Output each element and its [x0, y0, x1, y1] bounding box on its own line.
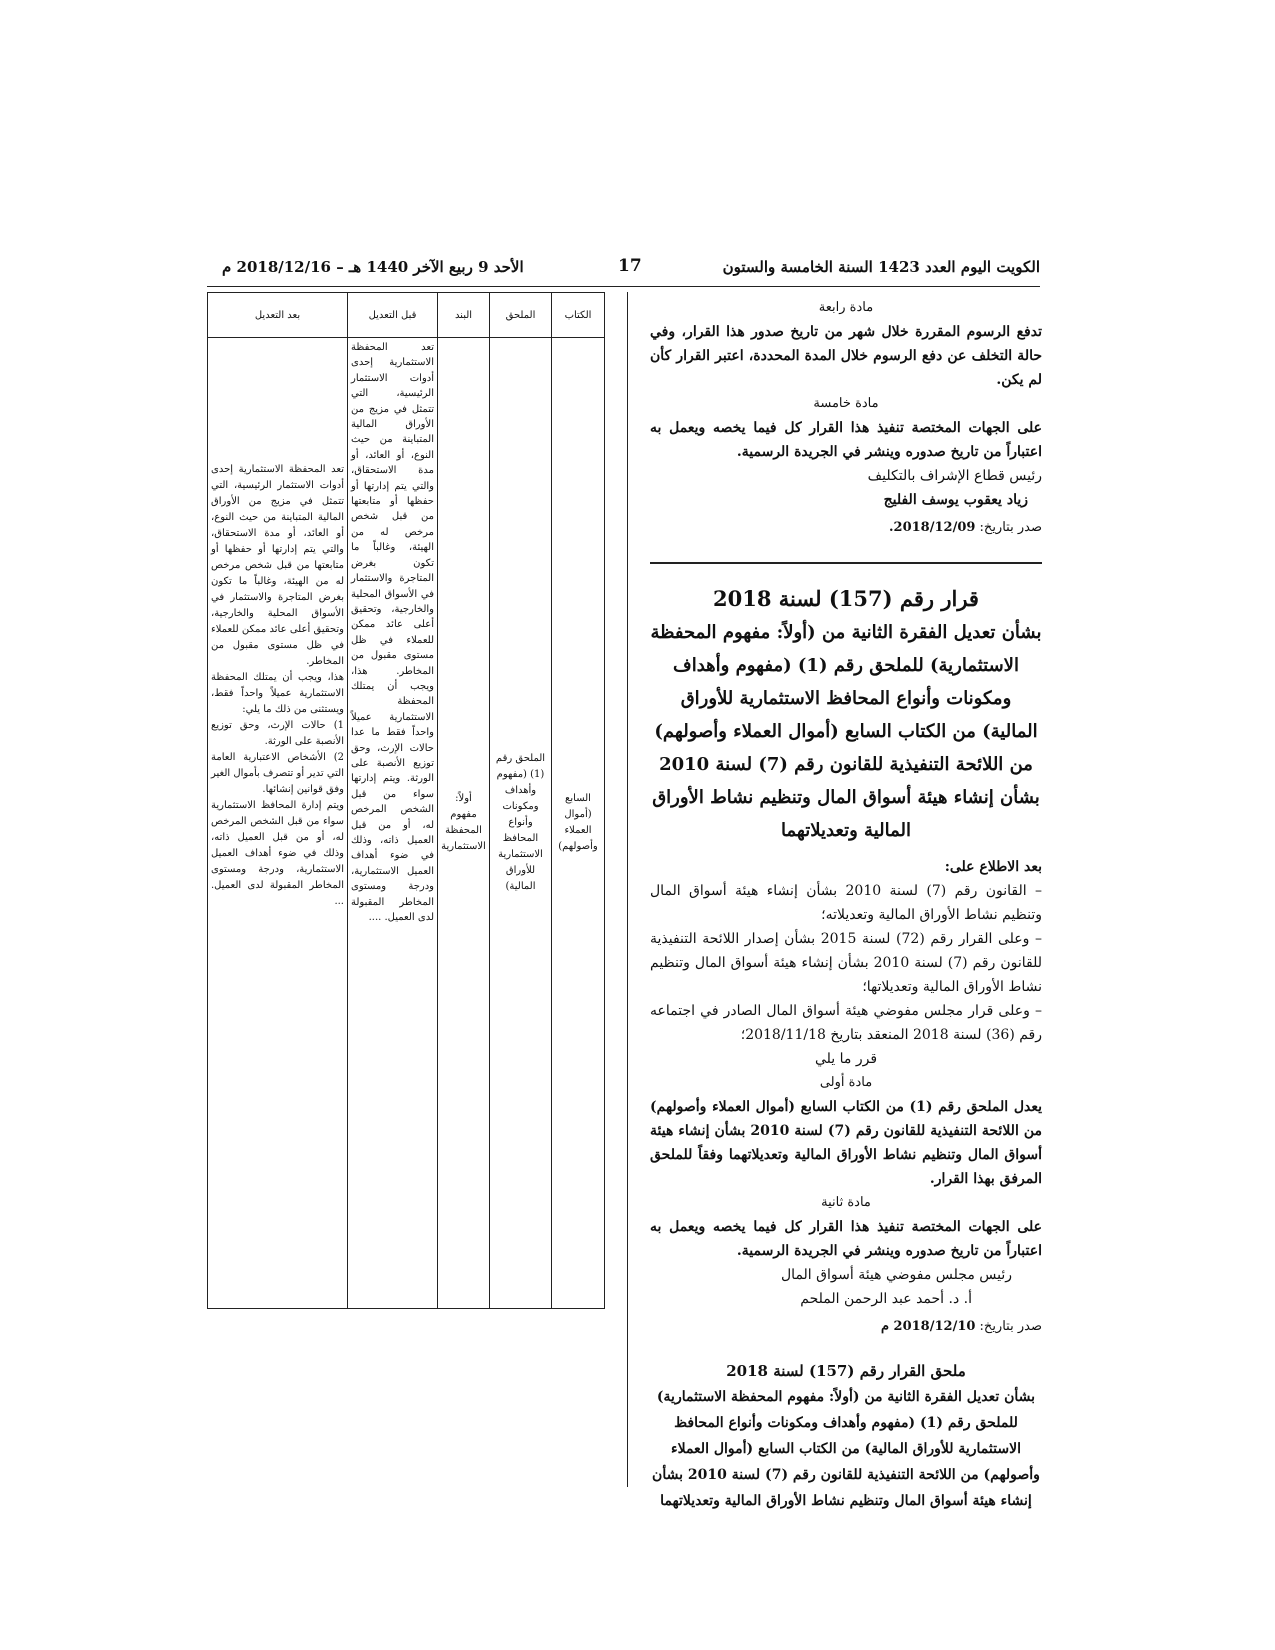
section-divider — [650, 562, 1042, 564]
issue-date-1-label: صدر بتاريخ: — [979, 520, 1042, 535]
publication-title: الكويت اليوم العدد 1423 السنة الخامسة والستون — [722, 258, 1040, 276]
annex-title: ملحق القرار رقم (157) لسنة 2018 — [726, 1362, 966, 1380]
issue-date: الأحد 9 ربيع الآخر 1440 هـ – 2018/12/16 م — [222, 258, 524, 276]
table-row — [208, 338, 605, 1309]
after-paragraph: هذا، ويجب أن يمتلك المحفظة الاستثمارية عميلاً واحداً فقط، ويستثنى من ذلك ما يلي: — [211, 672, 344, 715]
preamble-item: – وعلى قرار مجلس مفوضي هيئة أسواق المال الصادر في اجتماعه رقم (36) لسنة 2018 المنعقد بتاريخ 2018/11/18؛ — [650, 1003, 1042, 1043]
amendment-table — [207, 292, 605, 1309]
decision-subtitle: بشأن تعديل الفقرة الثانية من (أولاً: مفهوم المحفظة الاستثمارية) للملحق رقم (1) (مفهوم وأهداف ومكونات وأنواع المحافظ الاستثمارية للأوراق المالية) من الكتاب السابع (أموال العملاء وأصولهم) من اللائحة التنفيذية للقانون رقم (7) لسنة 2010 بشأن إنشاء هيئة أسواق المال وتنظيم نشاط الأوراق المالية وتعديلاتهما — [650, 622, 1042, 841]
signatory-2-name: أ. د. أحمد عبد الرحمن الملحم — [800, 1291, 972, 1307]
after-paragraph: 1) حالات الإرث، وحق توزيع الأنصبة على الورثة. — [211, 720, 344, 747]
after-paragraph: 2) الأشخاص الاعتبارية العامة التي تدير أو تتصرف بأموال الغير وفق قوانين إنشائها. — [211, 752, 344, 795]
cell-book: السابع (أموال العملاء وأصولهم) — [552, 338, 605, 1309]
issue-date-2 — [650, 1315, 1042, 1339]
article-4-text: تدفع الرسوم المقررة خلال شهر من تاريخ صدور هذا القرار، وفي حالة التخلف عن دفع الرسوم خلال المدة المحددة، اعتبر القرار كأن لم يكن. — [650, 324, 1042, 388]
header-divider — [207, 286, 1040, 287]
preamble-item: – وعلى القرار رقم (72) لسنة 2015 بشأن إصدار اللائحة التنفيذية للقانون رقم (7) لسنة 2010 بشأن إنشاء هيئة أسواق المال وتنظيم نشاط الأوراق المالية وتعديلاتها؛ — [650, 931, 1042, 995]
page-header — [222, 258, 1040, 284]
header-book: الكتاب — [552, 293, 605, 338]
signatory-1-name: زياد يعقوب يوسف الفليج — [883, 492, 1028, 508]
right-column — [650, 296, 1042, 1514]
after-paragraph: ويتم إدارة المحافظ الاستثمارية سواء من قبل الشخص المرخص له، أو من قبل العميل ذاته، وذلك في ضوء أهداف العميل الاستثمارية، ودرجة ومستوى المخاطر المقبولة لدى العميل. ... — [211, 800, 344, 907]
cell-after-amendment — [208, 338, 348, 1309]
resolved-heading: قرر ما يلي — [814, 1051, 878, 1067]
issue-date-1 — [650, 516, 1042, 540]
cell-before-amendment: تعد المحفظة الاستثمارية إحدى أدوات الاستثمار الرئيسية، التي تتمثل في مزيج من الأوراق المالية المتباينة من حيث النوع، أو العائد، أو مدة الاستحقاق، والتي يتم إدارتها أو حفظها أو متابعتها من قبل شخص مرخص له من الهيئة، وغالباً ما تكون بغرض المتاجرة والاستثمار في الأسواق المحلية والخارجية، وتحقيق أعلى عائد ممكن للعملاء في ظل مستوى مقبول من المخاطر. هذا، ويجب أن يمتلك المحفظة الاستثمارية عميلاً واحداً فقط ما عدا حالات الإرث، وحق توزيع الأنصبة على الورثة. ويتم إدارتها سواء من قبل الشخص المرخص له، أو من قبل العميل ذاته، وذلك في ضوء أهداف العميل الاستثمارية، ودرجة ومستوى المخاطر المقبولة لدى العميل. .... — [348, 338, 438, 1309]
header-before: قبل التعديل — [348, 293, 438, 338]
cell-clause: أولاً: مفهوم المحفظة الاستثمارية — [438, 338, 490, 1309]
page-number: 17 — [618, 256, 642, 276]
preamble-intro: بعد الاطلاع على: — [944, 859, 1042, 875]
issue-date-1-value: 2018/12/09. — [889, 520, 976, 535]
article-1-text: يعدل الملحق رقم (1) من الكتاب السابع (أموال العملاء وأصولهم) من اللائحة التنفيذية للقانون رقم (7) لسنة 2010 بشأن إنشاء هيئة أسواق المال وتنظيم نشاط الأوراق المالية وتعديلاتهما وفقاً للملحق المرفق بهذا القرار. — [650, 1099, 1042, 1187]
article-1-title: مادة أولى — [819, 1075, 873, 1090]
header-clause: البند — [438, 293, 490, 338]
issue-date-2-label: صدر بتاريخ: — [979, 1319, 1042, 1334]
article-2-title: مادة ثانية — [821, 1195, 871, 1210]
article-2-text: على الجهات المختصة تنفيذ هذا القرار كل فيما يخصه ويعمل به اعتباراً من تاريخ صدوره وينشر في الجريدة الرسمية. — [650, 1219, 1042, 1259]
article-4-title: مادة رابعة — [818, 300, 874, 315]
after-paragraph: تعد المحفظة الاستثمارية إحدى أدوات الاستثمار الرئيسية، التي تتمثل في مزيج من الأوراق المالية المتباينة من حيث النوع، أو العائد، أو مدة الاستحقاق، والتي يتم إدارتها أو حفظها أو متابعتها من قبل شخص مرخص له من الهيئة، وغالباً ما تكون بغرض المتاجرة والاستثمار في الأسواق المحلية والخارجية، وتحقيق أعلى عائد ممكن للعملاء في ظل مستوى مقبول من المخاطر. — [211, 464, 344, 667]
preamble-item: – القانون رقم (7) لسنة 2010 بشأن إنشاء هيئة أسواق المال وتنظيم نشاط الأوراق المالية وتعديلاته؛ — [650, 883, 1043, 923]
header-after: بعد التعديل — [208, 293, 348, 338]
column-divider — [627, 292, 628, 1487]
annex-subtitle: بشأن تعديل الفقرة الثانية من (أولاً: مفهوم المحفظة الاستثمارية) للملحق رقم (1) (مفهوم وأهداف ومكونات وأنواع المحافظ الاستثمارية للأوراق المالية) من الكتاب السابع (أموال العملاء وأصولهم) من اللائحة التنفيذية للقانون رقم (7) لسنة 2010 بشأن إنشاء هيئة أسواق المال وتنظيم نشاط الأوراق المالية وتعديلاتهما — [652, 1389, 1040, 1509]
decision-title: قرار رقم (157) لسنة 2018 — [713, 586, 979, 611]
issue-date-2-value: 2018/12/10 م — [880, 1319, 976, 1334]
article-5-text: على الجهات المختصة تنفيذ هذا القرار كل فيما يخصه ويعمل به اعتباراً من تاريخ صدوره وينشر في الجريدة الرسمية. — [650, 420, 1042, 460]
header-annex: الملحق — [490, 293, 552, 338]
cell-annex: الملحق رقم (1) (مفهوم وأهداف ومكونات وأنواع المحافظ الاستثمارية للأوراق المالية) — [490, 338, 552, 1309]
article-5-title: مادة خامسة — [813, 396, 879, 411]
table-header-row — [208, 293, 605, 338]
signatory-1-role: رئيس قطاع الإشراف بالتكليف — [867, 468, 1042, 484]
signatory-2-role: رئيس مجلس مفوضي هيئة أسواق المال — [781, 1267, 1012, 1283]
